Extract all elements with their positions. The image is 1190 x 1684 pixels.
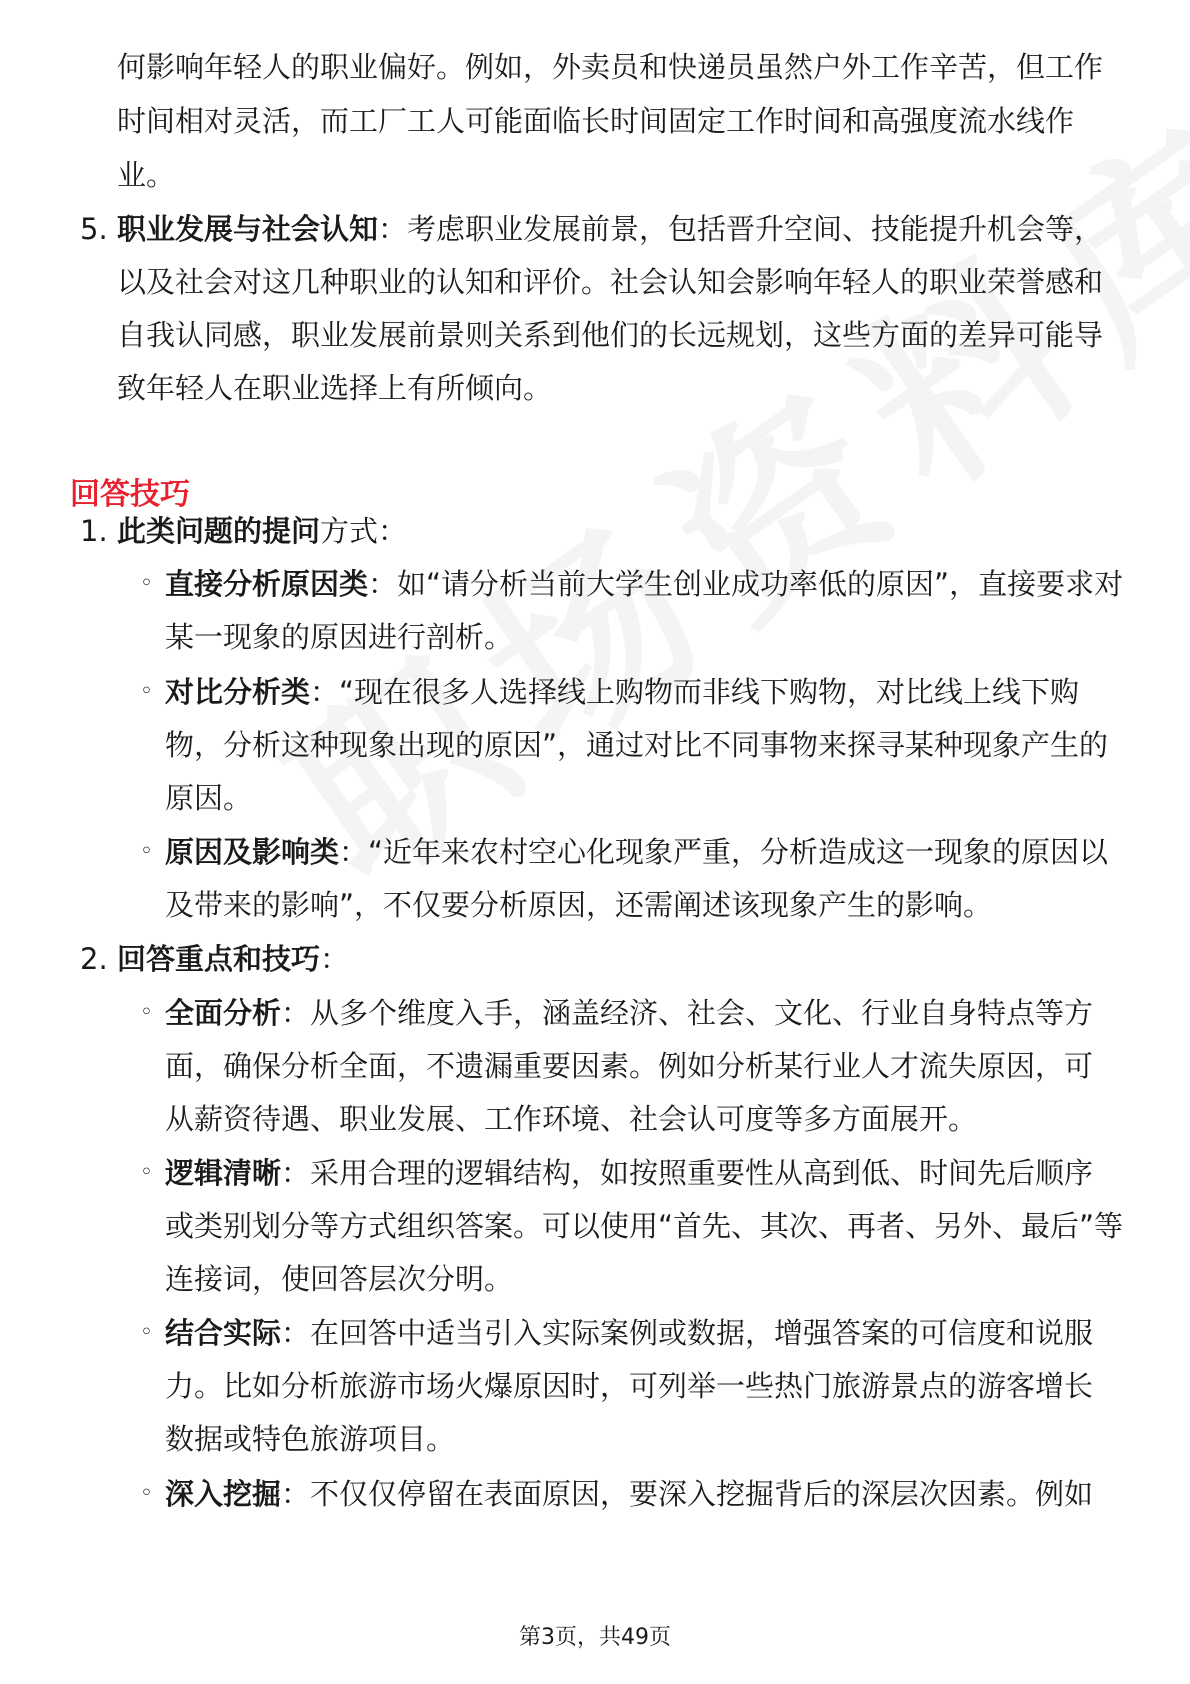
item5-title: 职业发展与社会认知 — [117, 212, 379, 246]
item4-line-3: 业。 — [117, 158, 176, 192]
list2-item2-line-3: 连接词，使回答层次分明。 — [165, 1262, 514, 1296]
list2-item1-label: 全面分析 — [165, 996, 282, 1030]
bullet-icon: ◦ — [140, 1320, 153, 1345]
list1-title — [117, 502, 407, 560]
list2-item4-label: 深入挖掘 — [165, 1477, 282, 1511]
bullet-icon: ◦ — [140, 1000, 153, 1025]
list2-item3-text: ：在回答中适当引入实际案例或数据，增强答案的可信度和说服 — [281, 1316, 1094, 1350]
list1-item3-line-1 — [165, 823, 1108, 881]
item5-line-3: 自我认同感，职业发展前景则关系到他们的长远规划，这些方面的差异可能导 — [117, 318, 1104, 352]
list2-item3-line-3: 数据或特色旅游项目。 — [165, 1422, 456, 1456]
list1-title-bold: 此类问题的提问 — [117, 514, 321, 548]
list2-item3-label: 结合实际 — [165, 1316, 282, 1350]
list2-title-bold: 回答重点和技巧 — [117, 942, 321, 976]
bullet-icon: ◦ — [140, 571, 153, 596]
bullet-icon: ◦ — [140, 1160, 153, 1185]
item5-line-4: 致年轻人在职业选择上有所倾向。 — [117, 371, 553, 405]
list1-item1-line-1 — [165, 555, 1123, 613]
list2-item4-line-1 — [165, 1465, 1093, 1523]
list2-item1-line-1 — [165, 984, 1093, 1042]
item4-line-2: 时间相对灵活，而工厂工人可能面临长时间固定工作时间和高强度流水线作 — [117, 104, 1075, 138]
list1-item2-line-2: 物，分析这种现象出现的原因”，通过对比不同事物来探寻某种现象产生的 — [165, 728, 1109, 762]
list2-item2-line-2: 或类别划分等方式组织答案。可以使用“首先、其次、再者、另外、最后”等 — [165, 1209, 1124, 1243]
list1-item3-text: ：“近年来农村空心化现象严重，分析造成这一现象的原因以 — [339, 835, 1109, 869]
list2-item1-line-3: 从薪资待遇、职业发展、工作环境、社会认可度等多方面展开。 — [165, 1102, 978, 1136]
section-heading: 回答技巧 — [70, 477, 190, 512]
item4-line-1: 何影响年轻人的职业偏好。例如，外卖员和快递员虽然户外工作辛苦，但工作 — [117, 50, 1104, 84]
list2-item2-text: ：采用合理的逻辑结构，如按照重要性从高到低、时间先后顺序 — [281, 1156, 1094, 1190]
list1-item3-label: 原因及影响类 — [165, 835, 340, 869]
list2-title-rest: ： — [320, 942, 350, 976]
list1-title-rest: 方式： — [320, 514, 408, 548]
bullet-icon: ◦ — [140, 679, 153, 704]
list2-title — [117, 930, 349, 988]
list1-item3-line-2: 及带来的影响”，不仅要分析原因，还需阐述该现象产生的影响。 — [165, 888, 993, 922]
list2-item1-text: ：从多个维度入手，涵盖经济、社会、文化、行业自身特点等方 — [281, 996, 1094, 1030]
list1-item1-line-2: 某一现象的原因进行剖析。 — [165, 620, 514, 654]
watermark — [230, 40, 1190, 935]
list1-item2-text: ：“现在很多人选择线上购物而非线下购物，对比线上线下购 — [310, 675, 1080, 709]
list2-item4-text: ：不仅仅停留在表面原因，要深入挖掘背后的深层次因素。例如 — [281, 1477, 1094, 1511]
page-footer: 第3页，共49页 — [519, 1625, 671, 1650]
list1-item2-line-3: 原因。 — [165, 781, 253, 815]
list1-item2-line-1 — [165, 663, 1079, 721]
item5-line-1-text: ：考虑职业发展前景，包括晋升空间、技能提升机会等， — [378, 212, 1104, 246]
list1-number: 1. — [80, 514, 108, 548]
list2-item3-line-2: 力。比如分析旅游市场火爆原因时，可列举一些热门旅游景点的游客增长 — [165, 1369, 1094, 1403]
bullet-icon: ◦ — [140, 1481, 153, 1506]
list1-item2-label: 对比分析类 — [165, 675, 311, 709]
list2-item3-line-1 — [165, 1304, 1093, 1362]
list2-number: 2. — [80, 942, 108, 976]
item5-line-1 — [117, 200, 1103, 258]
list2-item1-line-2: 面，确保分析全面，不遗漏重要因素。例如分析某行业人才流失原因，可 — [165, 1049, 1094, 1083]
list2-item2-line-1 — [165, 1144, 1093, 1202]
list1-item1-text: ：如“请分析当前大学生创业成功率低的原因”，直接要求对 — [368, 567, 1124, 601]
item5-line-2: 以及社会对这几种职业的认知和评价。社会认知会影响年轻人的职业荣誉感和 — [117, 265, 1104, 299]
list2-item2-label: 逻辑清晰 — [165, 1156, 282, 1190]
item5-number: 5. — [80, 212, 108, 246]
list1-item1-label: 直接分析原因类 — [165, 567, 369, 601]
bullet-icon: ◦ — [140, 839, 153, 864]
